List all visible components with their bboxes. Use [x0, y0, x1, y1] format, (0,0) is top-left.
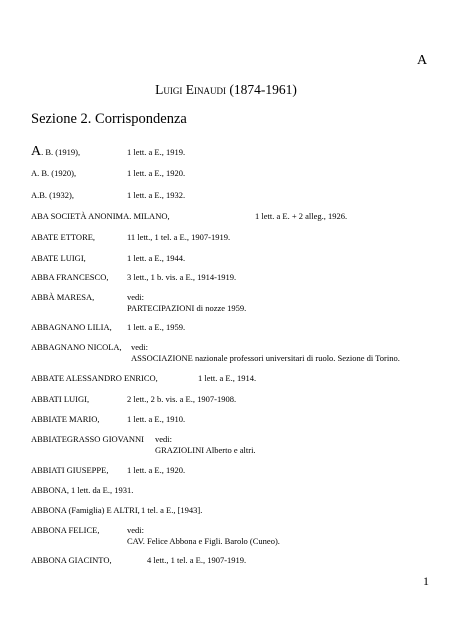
entry-name	[31, 292, 127, 303]
entry-description: 1 tel. a E., [1943].	[141, 505, 203, 515]
entry-name	[31, 394, 127, 405]
entry-row	[31, 555, 246, 566]
entry-description: 1 lett. a E., 1920.	[127, 465, 186, 475]
author-heading	[0, 82, 452, 98]
entry-name-text: A.B. (1932),	[31, 190, 74, 200]
section-title: Sezione 2. Corrispondenza	[31, 111, 187, 127]
entry-name	[31, 485, 71, 496]
entry-description: 11 lett., 1 tel. a E., 1907-1919.	[127, 232, 231, 242]
entry-row	[31, 465, 185, 476]
entry-row	[31, 394, 236, 405]
entry-name	[31, 272, 127, 283]
entry-name-text: ABBONA,	[31, 485, 70, 495]
entry-name	[31, 373, 198, 384]
entry-description: 2 lett., 2 b. vis. a E., 1907-1908.	[127, 394, 237, 404]
entry-name-text: ABATE LUIGI,	[31, 253, 86, 263]
entry-name	[31, 505, 141, 516]
entry-description: 1 lett. a E., 1910.	[127, 414, 186, 424]
entry-row	[31, 322, 185, 333]
entry-see-also: ASSOCIAZIONE nazionale professori universitari di ruolo. Sezione di Torino.	[131, 353, 400, 363]
entry-row	[31, 485, 133, 496]
entry-description: vedi:	[127, 525, 144, 535]
page-number: 1	[423, 574, 429, 588]
entry-row	[31, 211, 347, 222]
entry-row	[31, 373, 256, 384]
entry-description: vedi:	[155, 434, 172, 444]
author-years: (1874-1961)	[226, 82, 297, 97]
entry-see-also: PARTECIPAZIONI di nozze 1959.	[127, 303, 247, 313]
entry-name-text: ABBONA FELICE,	[31, 525, 100, 535]
entry-name-text: ABBATI LUIGI,	[31, 394, 90, 404]
entry-name	[31, 232, 127, 243]
entry-name	[31, 434, 155, 445]
entry-row	[31, 414, 185, 425]
entry-description: vedi:	[127, 292, 144, 302]
entry-row	[31, 272, 236, 283]
entry-row	[31, 342, 400, 364]
entry-initial: A	[31, 144, 42, 159]
entry-name-text: . B. (1919),	[41, 147, 81, 157]
entry-row	[31, 505, 202, 516]
entry-row	[31, 292, 246, 314]
entry-name	[31, 525, 127, 536]
entry-description: 1 lett. a E., 1920.	[127, 168, 186, 178]
entry-name-text: ABA SOCIETÀ ANONIMA. MILANO,	[31, 211, 170, 221]
entry-name	[31, 168, 127, 179]
entry-name	[31, 465, 127, 476]
entry-description: vedi:	[131, 342, 148, 352]
entry-name-text: ABATE ETTORE,	[31, 232, 96, 242]
author-first-name: Luigi	[155, 82, 186, 97]
entry-description: 1 lett. da E., 1931.	[71, 485, 134, 495]
entry-name	[31, 322, 127, 333]
entry-name	[31, 555, 147, 566]
entry-name-text: ABBÀ MARESA,	[31, 292, 95, 302]
entry-name-text: ABBAGNANO NICOLA,	[31, 342, 122, 352]
entry-name	[31, 146, 127, 158]
entry-description: 1 lett. a E., 1914.	[198, 373, 257, 383]
entry-name-text: ABBIATE MARIO,	[31, 414, 100, 424]
entry-see-also: CAV. Felice Abbona e Figli. Barolo (Cuneo).	[127, 536, 280, 546]
entry-row	[31, 146, 185, 158]
entry-name	[31, 253, 127, 264]
entry-name	[31, 414, 127, 425]
entry-row	[31, 253, 185, 264]
entry-name	[31, 211, 255, 222]
entry-row	[31, 434, 256, 456]
entry-description: 4 lett., 1 tel. a E., 1907-1919.	[147, 555, 247, 565]
entry-name-text: A. B. (1920),	[31, 168, 77, 178]
entry-name-text: ABBA FRANCESCO,	[31, 272, 109, 282]
entry-description: 1 lett. a E. + 2 alleg., 1926.	[255, 211, 348, 221]
entry-description: 1 lett. a E., 1919.	[127, 147, 186, 157]
entry-row	[31, 190, 185, 201]
entry-description: 1 lett. a E., 1959.	[127, 322, 186, 332]
entry-name-text: ABBATE ALESSANDRO ENRICO,	[31, 373, 158, 383]
entry-name-text: ABBAGNANO LILIA,	[31, 322, 112, 332]
author-last-name: Einaudi	[185, 82, 226, 97]
entry-name	[31, 342, 131, 353]
index-letter: A	[417, 53, 428, 68]
entry-see-also: GRAZIOLINI Alberto e altri.	[155, 445, 256, 455]
entry-description: 1 lett. a E., 1932.	[127, 190, 186, 200]
entry-description: 3 lett., 1 b. vis. a E., 1914-1919.	[127, 272, 237, 282]
entry-name-text: ABBONA (Famiglia) E ALTRI,	[31, 505, 140, 515]
entry-name-text: ABBIATI GIUSEPPE,	[31, 465, 109, 475]
entry-row	[31, 168, 185, 179]
entry-name-text: ABBIATEGRASSO GIOVANNI	[31, 434, 144, 444]
entry-row	[31, 232, 230, 243]
entry-name-text: ABBONA GIACINTO,	[31, 555, 112, 565]
entry-name	[31, 190, 127, 201]
entry-description: 1 lett. a E., 1944.	[127, 253, 186, 263]
entry-row	[31, 525, 280, 547]
